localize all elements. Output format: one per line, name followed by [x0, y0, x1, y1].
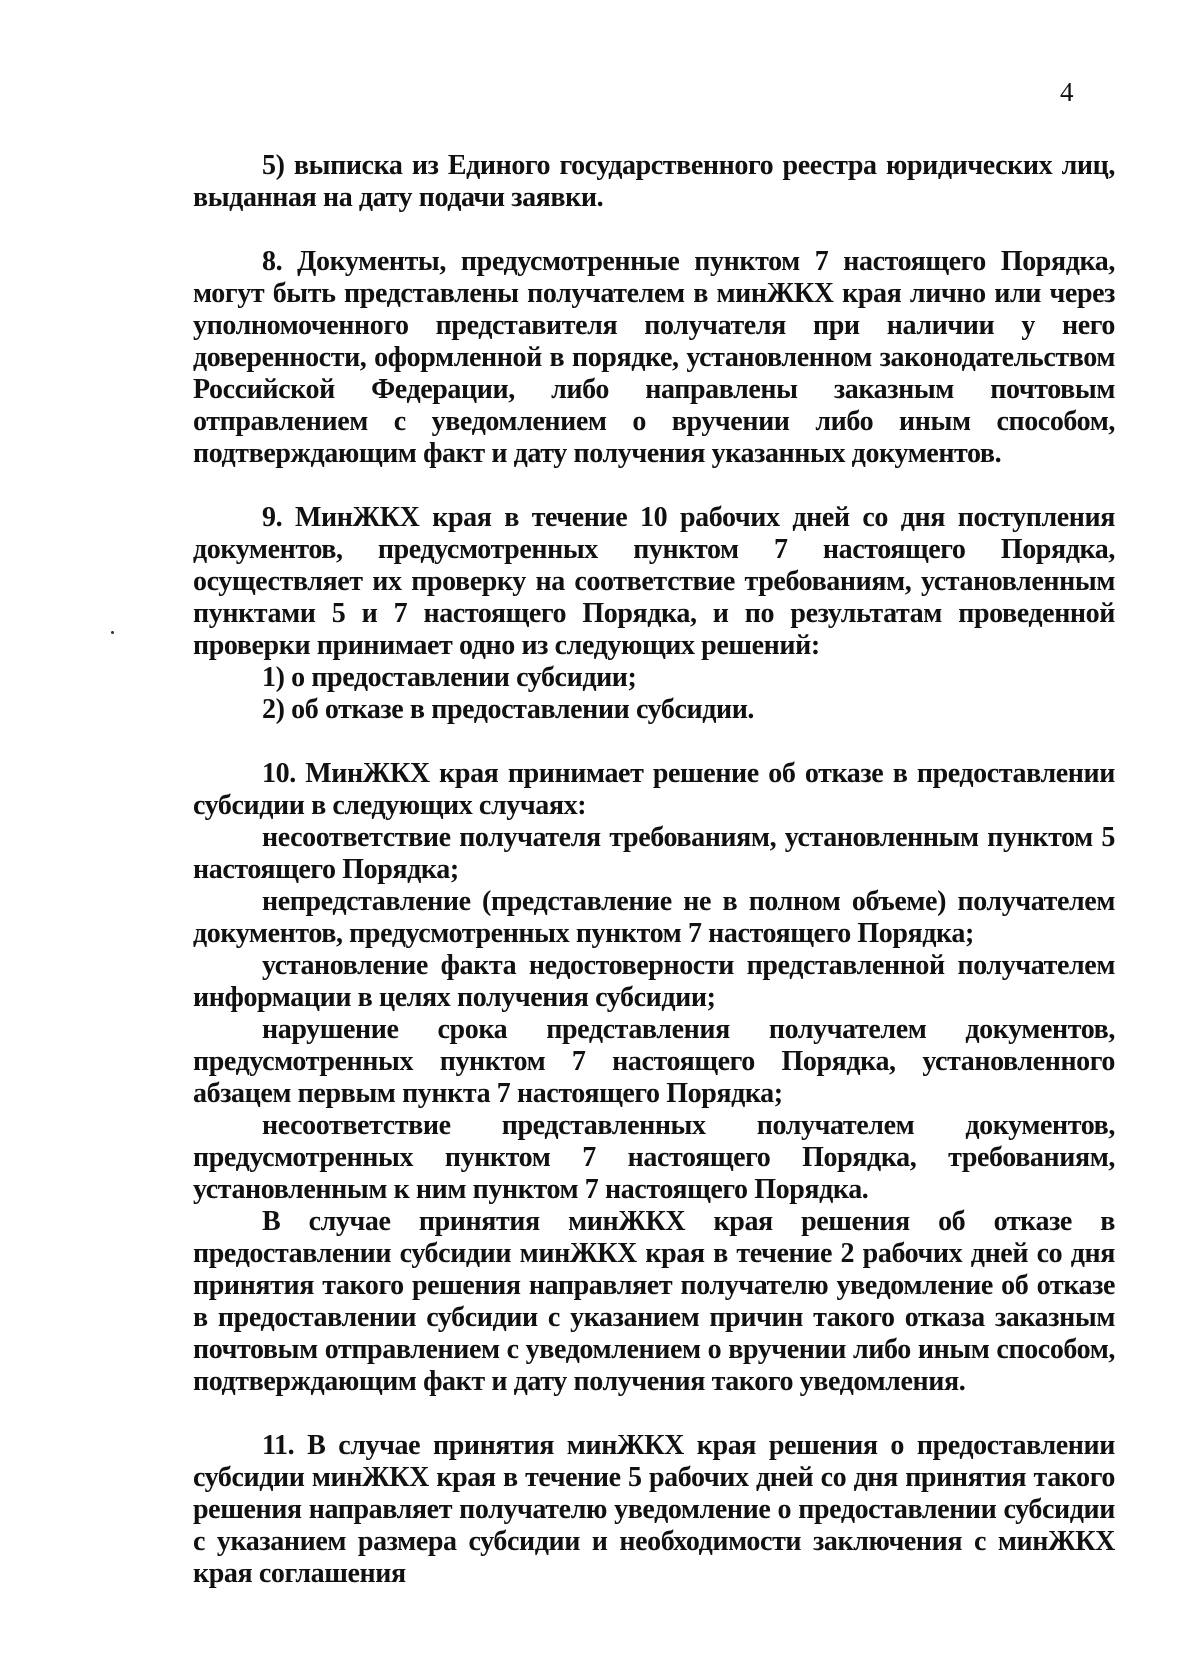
page-number: 4 — [1060, 77, 1074, 107]
refusal-notice-paragraph: В случае принятия минЖКХ края решения об отказе в предоставлении субсидии минЖКХ края в течение 2 рабочих дней со дня принятия такого решения направляет получателю уведомление об отказе в предоставлении субсидии с указанием причин такого отказа заказным почтовым отправлением с уведомлением о вручении либо иным способом, подтверждающим факт и дату получения такого уведомления. — [193, 1206, 1115, 1397]
paragraph-8: 8. Документы, предусмотренные пунктом 7 настоящего Порядка, могут быть представлены получателем в минЖКХ края лично или через уполномоченного представителя получателя при наличии у него доверенности, оформленной в порядке, установленном законодательством Российской Федерации, либо направлены заказным почтовым отправлением с уведомлением о вручении либо иным способом, подтверждающим факт и дату получения указанных документов. — [193, 246, 1115, 469]
paragraph-11: 11. В случае принятия минЖКХ края решения о предоставлении субсидии минЖКХ края в течение 5 рабочих дней со дня принятия такого решения направляет получателю уведомление о предоставлении субсидии с указанием размера субсидии и необходимости заключения с минЖКХ края соглашения — [193, 1430, 1115, 1589]
paragraph-item-5: 5) выписка из Единого государственного реестра юридических лиц, выданная на дату подачи заявки. — [193, 150, 1115, 213]
refusal-case-4: нарушение срока представления получателем документов, предусмотренных пунктом 7 настоящего Порядка, установленного абзацем первым пункта 7 настоящего Порядка; — [193, 1014, 1115, 1109]
document-body — [193, 150, 1115, 1590]
refusal-case-2: непредставление (представление не в полном объеме) получателем документов, предусмотренных пунктом 7 настоящего Порядка; — [193, 886, 1115, 949]
decision-option-1: 1) о предоставлении субсидии; — [262, 662, 637, 693]
refusal-case-3: установление факта недостоверности представленной получателем информации в целях получения субсидии; — [193, 950, 1115, 1013]
refusal-case-5: несоответствие представленных получателем документов, предусмотренных пунктом 7 настоящего Порядка, требованиям, установленным к ним пунктом 7 настоящего Порядка. — [193, 1110, 1115, 1205]
paragraph-9: 9. МинЖКХ края в течение 10 рабочих дней со дня поступления документов, предусмотренных пунктом 7 настоящего Порядка, осуществляет их проверку на соответствие требованиям, установленным пунктами 5 и 7 настоящего Порядка, и по результатам проведенной проверки принимает одно из следующих решений: — [193, 502, 1115, 661]
refusal-case-1: несоответствие получателя требованиям, установленным пунктом 5 настоящего Порядка; — [193, 822, 1115, 885]
paragraph-10: 10. МинЖКХ края принимает решение об отказе в предоставлении субсидии в следующих случаях: — [193, 758, 1115, 821]
decision-option-2: 2) об отказе в предоставлении субсидии. — [262, 694, 755, 725]
scan-speck — [111, 631, 114, 634]
